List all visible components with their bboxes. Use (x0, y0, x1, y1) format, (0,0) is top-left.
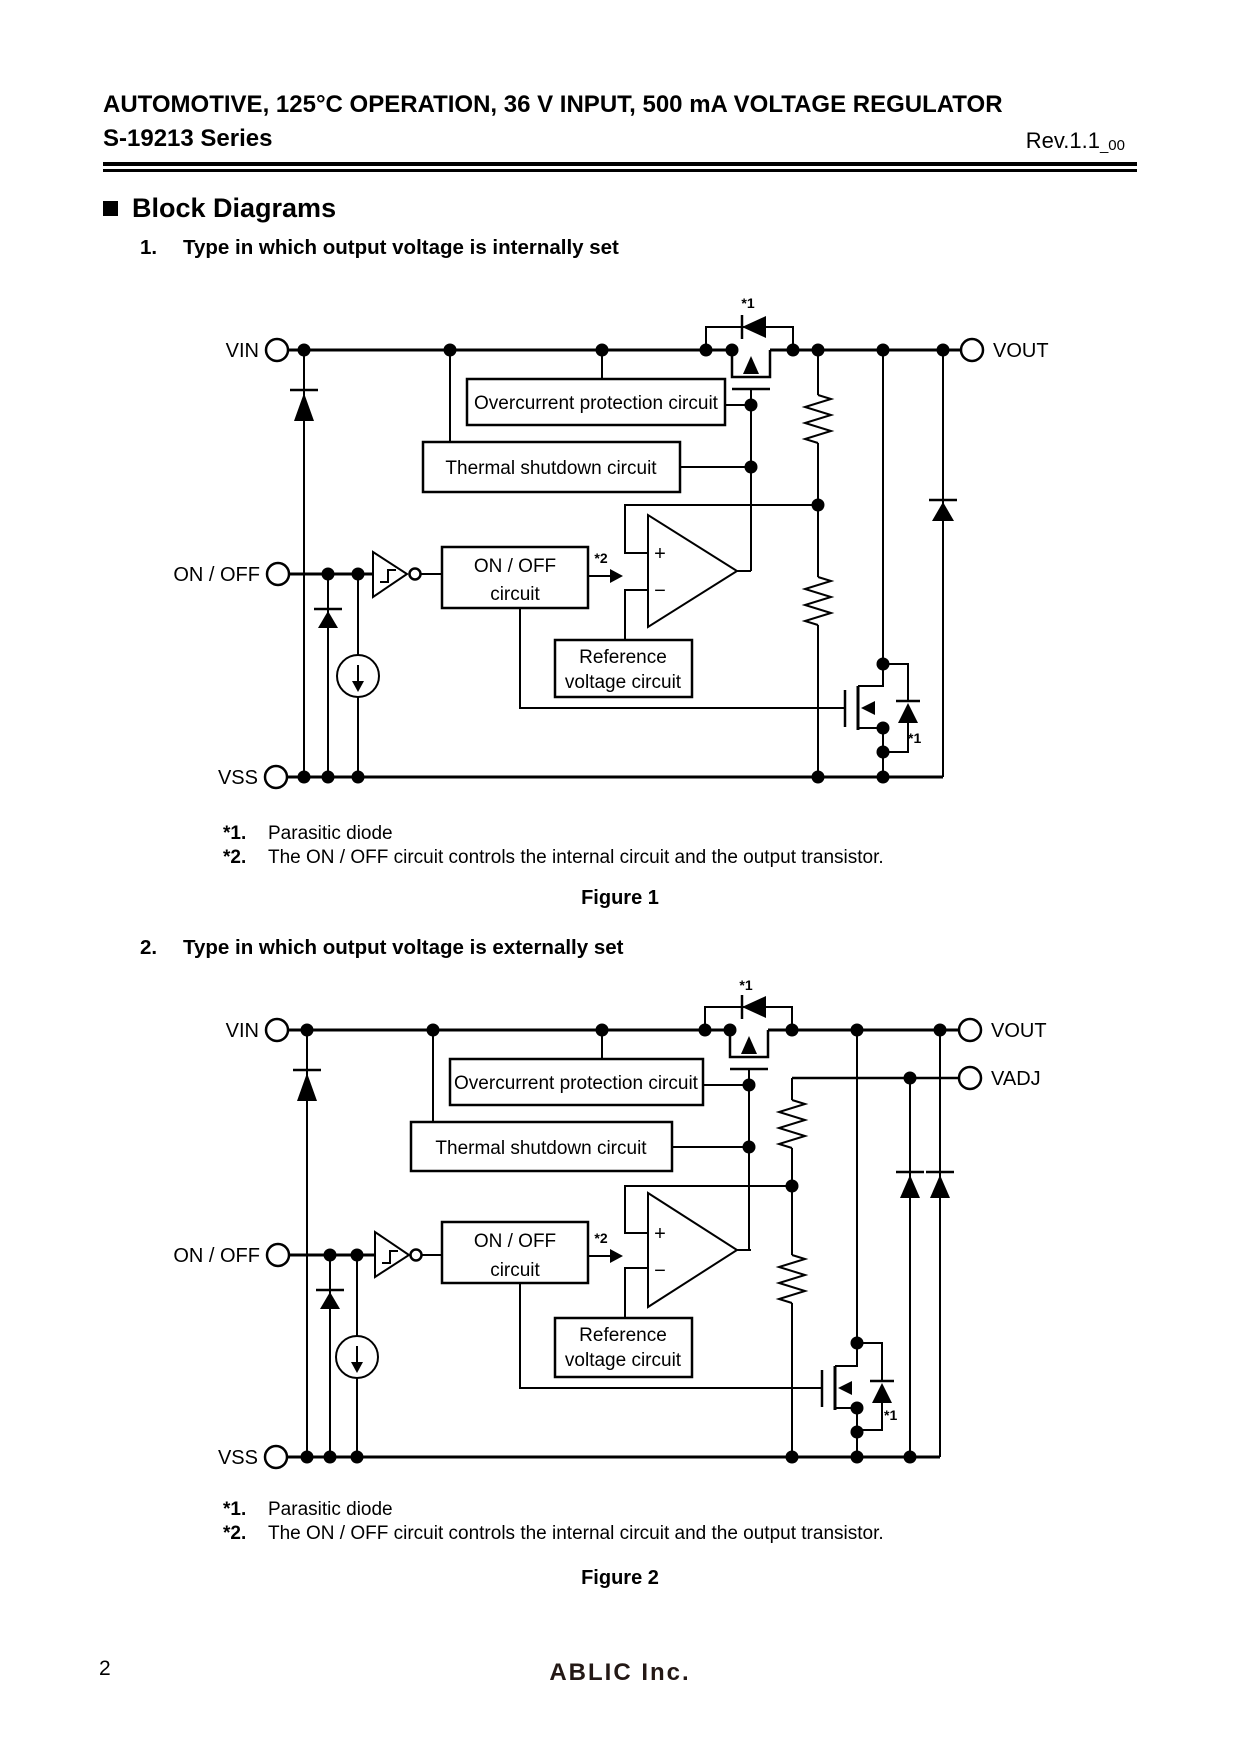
fig2-overcurrent-label: Overcurrent protection circuit (454, 1073, 698, 1094)
fig1-resistor-bottom-icon (805, 577, 831, 625)
fig2-pulldown-transistor-icon (822, 1366, 852, 1410)
fig1-plus-sign: + (654, 543, 666, 565)
fig2-onoff-control-arrow-icon (588, 1249, 623, 1263)
fig2-footnote-2 (223, 1523, 884, 1545)
company-logo-text: ABLIC Inc. (549, 1659, 691, 1686)
section-2-heading (140, 936, 623, 960)
block-diagrams-heading (103, 194, 336, 224)
fig2-vadj-terminal (959, 1067, 981, 1089)
fig2-plus-sign: + (654, 1223, 666, 1245)
fig1-star2-mark: *2 (594, 550, 608, 566)
fig1-thermal-label: Thermal shutdown circuit (445, 458, 657, 479)
fig1-vin-diode-icon (290, 390, 318, 421)
fig2-vadj-diode-icon (896, 1172, 924, 1198)
revision-label (1026, 128, 1125, 154)
section-2-title: Type in which output voltage is externally set (183, 936, 624, 959)
series-name: S-19213 Series (103, 125, 273, 152)
fig1-onoff-control-arrow-icon (588, 569, 623, 583)
fig2-parasitic-diode-bottom-icon (870, 1381, 894, 1403)
fig2-vout-terminal (959, 1019, 981, 1041)
fig1-reference-label-2: voltage circuit (564, 672, 682, 693)
page-title: AUTOMOTIVE, 125°C OPERATION, 36 V INPUT, 500 mA VOLTAGE REGULATOR (103, 91, 1003, 118)
fig2-onoff-label: ON / OFF (173, 1245, 260, 1267)
fig2-onoff-box-label-2: circuit (490, 1260, 540, 1281)
fig2-parasitic-diode-top-icon (742, 995, 766, 1019)
fig2-vout-label: VOUT (991, 1020, 1047, 1042)
fig2-onoff-terminal (267, 1244, 289, 1266)
fig1-onoff-label: ON / OFF (173, 564, 260, 586)
fig1-footnote-2-text: The ON / OFF circuit controls the internal circuit and the output transistor. (268, 847, 884, 868)
fig2-resistor-top-icon (779, 1100, 805, 1148)
header-rule-thick (103, 162, 1137, 166)
fig1-error-amplifier-icon (648, 515, 737, 627)
fig1-vin-terminal (266, 339, 288, 361)
fig2-vin-terminal (266, 1019, 288, 1041)
fig2-footnote-1-text: Parasitic diode (268, 1499, 393, 1520)
fig1-vout-terminal (961, 339, 983, 361)
fig1-onoff-box-label-1: ON / OFF (473, 556, 557, 577)
fig2-reference-label-1: Reference (579, 1325, 667, 1346)
fig1-vin-label: VIN (225, 340, 259, 362)
fig1-pulldown-transistor-icon (845, 686, 875, 730)
fig1-parasitic-diode-top-icon (742, 315, 766, 339)
square-bullet-icon (103, 201, 118, 216)
fig1-output-diode-icon (929, 500, 957, 521)
section-1-title: Type in which output voltage is internally set (183, 236, 619, 259)
header-rule-thin (103, 169, 1137, 172)
figure1-diagram (0, 280, 1240, 805)
fig2-vss-label: VSS (217, 1447, 258, 1469)
fig2-vadj-label: VADJ (991, 1068, 1041, 1090)
fig2-resistor-bottom-icon (779, 1255, 805, 1303)
fig1-pass-transistor-icon (732, 350, 770, 389)
fig1-reference-label-1: Reference (579, 647, 667, 668)
fig2-reference-label-2: voltage circuit (564, 1350, 682, 1371)
fig2-star1-bottom-mark: *1 (884, 1407, 898, 1423)
fig1-footnote-1-text: Parasitic diode (268, 823, 393, 844)
fig1-schmitt-trigger-icon (373, 552, 421, 597)
fig2-minus-sign: − (654, 1260, 666, 1282)
fig2-thermal-label: Thermal shutdown circuit (435, 1138, 647, 1159)
fig1-vout-label: VOUT (993, 340, 1049, 362)
fig2-footnote-2-marker: *2. (223, 1523, 247, 1544)
fig1-minus-sign: − (654, 580, 666, 602)
fig2-star1-top-mark: *1 (739, 977, 753, 993)
fig1-caption: Figure 1 (581, 887, 659, 909)
fig2-footnote-2-text: The ON / OFF circuit controls the internal circuit and the output transistor. (268, 1523, 884, 1544)
fig1-parasitic-diode-bottom-icon (896, 701, 920, 723)
fig1-onoff-box-label-2: circuit (490, 584, 540, 605)
fig2-pass-transistor-icon (730, 1030, 768, 1069)
fig2-vin-diode-icon (293, 1070, 321, 1101)
fig2-footnote-1 (223, 1499, 393, 1521)
fig2-caption: Figure 2 (581, 1567, 659, 1589)
fig1-overcurrent-label: Overcurrent protection circuit (474, 393, 718, 414)
fig1-vss-terminal (265, 766, 287, 788)
fig1-vss-label: VSS (217, 767, 258, 789)
block-diagrams-heading-text: Block Diagrams (132, 193, 337, 223)
fig1-footnote-1 (223, 823, 393, 845)
fig2-onoff-diode-icon (316, 1290, 344, 1309)
fig2-star2-mark: *2 (594, 1230, 608, 1246)
fig1-footnote-1-marker: *1. (223, 823, 247, 844)
section-1-number: 1. (140, 236, 158, 259)
fig1-onoff-terminal (267, 563, 289, 585)
fig2-current-source-icon (336, 1336, 378, 1378)
fig2-onoff-box-label-1: ON / OFF (473, 1231, 557, 1252)
fig2-vin-label: VIN (225, 1020, 259, 1042)
fig1-star1-bottom-mark: *1 (908, 730, 922, 746)
revision-main: Rev.1.1 (1025, 128, 1100, 153)
figure2-diagram (0, 975, 1240, 1475)
revision-sub: _00 (1099, 137, 1125, 154)
fig1-star1-top-mark: *1 (741, 295, 755, 311)
fig2-schmitt-trigger-icon (375, 1232, 422, 1277)
fig2-error-amplifier-icon (648, 1193, 737, 1307)
section-1-heading (140, 236, 619, 260)
page-number: 2 (99, 1657, 111, 1680)
section-2-number: 2. (140, 936, 158, 959)
fig1-current-source-icon (337, 655, 379, 697)
fig1-resistor-top-icon (805, 395, 831, 443)
fig2-footnote-1-marker: *1. (223, 1499, 247, 1520)
fig2-vss-terminal (265, 1446, 287, 1468)
fig1-onoff-diode-icon (314, 609, 342, 628)
fig1-footnote-2 (223, 847, 884, 869)
fig2-vout-diode-icon (926, 1172, 954, 1198)
fig1-footnote-2-marker: *2. (223, 847, 247, 868)
